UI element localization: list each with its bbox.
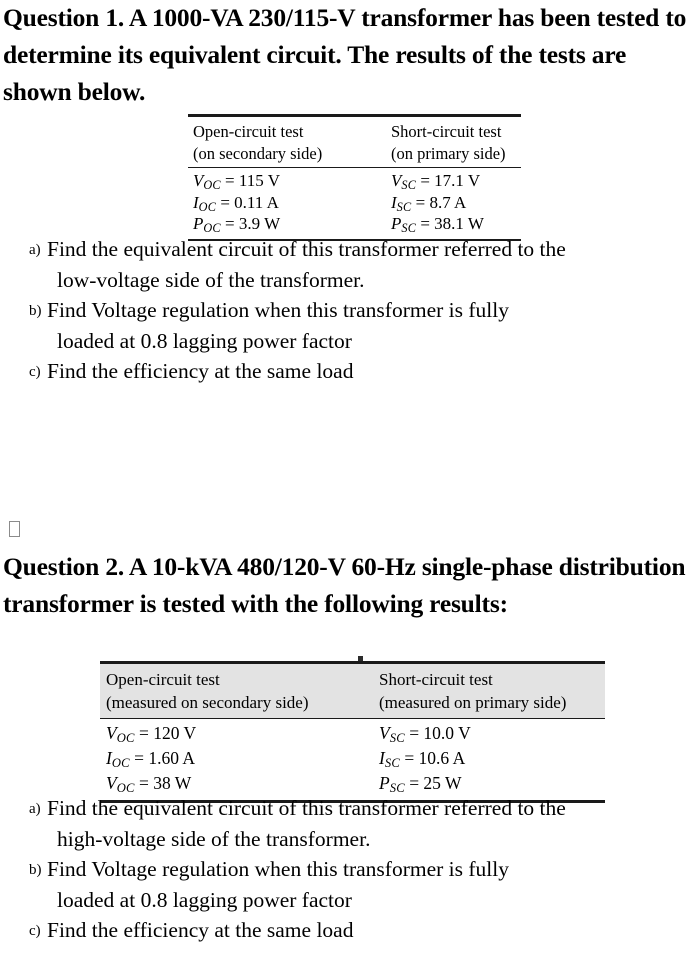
table-cell: [379, 722, 604, 747]
list-item: [0, 295, 699, 356]
table-header-row: [100, 664, 605, 718]
table-cell: [193, 171, 391, 193]
scan-artifact-tick: [358, 656, 363, 661]
cell-subscript: OC: [116, 731, 135, 746]
list-item-line-2: low-voltage side of the transformer.: [57, 267, 365, 292]
list-item-line-1: Find the equivalent circuit of this transformer referred to the: [47, 237, 566, 261]
cell-subscript: SC: [401, 221, 417, 236]
cell-value: = 25 W: [409, 773, 462, 794]
table-column-short-circuit-values: [391, 171, 521, 236]
list-item-line-1: Find Voltage regulation when this transformer is fully: [47, 298, 509, 322]
header-title-line-1: Open-circuit test: [106, 670, 220, 689]
list-item-marker: c): [29, 923, 41, 939]
cell-symbol: I: [391, 192, 397, 212]
cell-subscript: SC: [389, 731, 405, 746]
list-item-line-2: loaded at 0.8 lagging power factor: [57, 887, 352, 912]
cell-symbol: P: [379, 773, 390, 794]
table-cell: [106, 722, 379, 747]
cell-value: = 0.11 A: [220, 192, 279, 212]
list-item-line-1: Find the equivalent circuit of this transformer referred to the: [47, 796, 566, 820]
cell-subscript: OC: [116, 781, 135, 796]
table-header-row: [188, 117, 521, 167]
question-2-heading: Question 2. A 10-kVA 480/120-V 60-Hz single-phase distribution transformer is tested with the following results:: [3, 552, 692, 618]
table-cell: [391, 193, 521, 215]
cell-symbol: V: [106, 723, 117, 744]
list-item-text: [47, 295, 699, 356]
list-item-marker: a): [29, 242, 41, 258]
list-item-marker: b): [29, 303, 42, 319]
cell-value: = 3.9 W: [225, 214, 281, 234]
cell-value: = 17.1 V: [420, 171, 481, 191]
cell-value: = 120 V: [138, 723, 197, 744]
cell-symbol: V: [391, 171, 402, 191]
question-1-subparts-list: [0, 234, 699, 387]
list-item-text: [47, 854, 699, 915]
cell-value: = 10.0 V: [409, 723, 471, 744]
table-header-open-circuit: [193, 121, 391, 164]
list-item-text: [47, 234, 699, 295]
list-item: [0, 234, 699, 295]
header-title-line-2: (measured on secondary side): [106, 693, 309, 712]
header-title-line-1: Open-circuit test: [193, 122, 304, 141]
cell-subscript: OC: [203, 178, 221, 193]
list-item-marker: a): [29, 801, 41, 817]
cell-symbol: P: [193, 214, 204, 234]
cell-value: = 1.60 A: [134, 748, 196, 769]
list-item-line-2: loaded at 0.8 lagging power factor: [57, 328, 352, 353]
list-item-line-2: high-voltage side of the transformer.: [57, 826, 371, 851]
table-header-open-circuit: [106, 668, 379, 714]
table-cell: [193, 193, 391, 215]
table-cell: [193, 214, 391, 236]
empty-box-glyph-icon: [9, 521, 20, 537]
table-column-open-circuit-values: [193, 171, 391, 236]
list-item: [0, 915, 699, 946]
question-2-test-results-table: [100, 661, 605, 803]
cell-symbol: I: [106, 748, 112, 769]
cell-value: = 38 W: [138, 773, 192, 794]
list-item-marker: c): [29, 364, 41, 380]
list-item-text: [47, 793, 699, 854]
table-column-short-circuit-values: [379, 722, 604, 797]
cell-subscript: SC: [396, 199, 412, 214]
cell-subscript: OC: [198, 199, 217, 214]
cell-symbol: V: [106, 773, 117, 794]
header-title-line-1: Short-circuit test: [391, 122, 502, 141]
list-item-text: [47, 356, 699, 387]
cell-subscript: SC: [389, 781, 405, 796]
cell-value: = 10.6 A: [404, 748, 466, 769]
table-header-short-circuit: [391, 121, 521, 164]
question-1-test-results-table: [188, 114, 521, 241]
header-title-line-2: (on primary side): [391, 143, 506, 163]
cell-symbol: V: [379, 723, 390, 744]
cell-value: = 115 V: [225, 171, 280, 191]
cell-value: = 38.1 W: [420, 214, 484, 234]
table-cell: [379, 747, 604, 772]
list-item: [0, 854, 699, 915]
list-item-marker: b): [29, 862, 42, 878]
question-1-heading: Question 1. A 1000-VA 230/115-V transformer has been tested to determine its equivalent circuit. The results of the tests are shown below.: [3, 3, 693, 106]
cell-value: = 8.7 A: [415, 192, 467, 212]
header-title-line-1: Short-circuit test: [379, 670, 493, 689]
table-cell: [391, 171, 521, 193]
cell-subscript: OC: [203, 221, 221, 236]
cell-symbol: P: [391, 214, 402, 234]
cell-symbol: I: [193, 192, 199, 212]
cell-symbol: V: [193, 171, 204, 191]
table-body: [188, 168, 521, 239]
cell-subscript: SC: [401, 178, 417, 193]
list-item-line-1: Find Voltage regulation when this transformer is fully: [47, 857, 509, 881]
list-item: [0, 793, 699, 854]
list-item: [0, 356, 699, 387]
table-column-open-circuit-values: [106, 722, 379, 797]
header-title-line-2: (on secondary side): [193, 143, 323, 163]
question-2-subparts-list: [0, 793, 699, 946]
table-body: [100, 719, 605, 800]
list-item-text: [47, 915, 699, 946]
cell-subscript: SC: [384, 756, 400, 771]
cell-subscript: OC: [111, 756, 130, 771]
table-cell: [391, 214, 521, 236]
table-header-short-circuit: [379, 668, 604, 714]
list-item-line-1: Find the efficiency at the same load: [47, 918, 354, 942]
list-item-line-1: Find the efficiency at the same load: [47, 359, 354, 383]
cell-symbol: I: [379, 748, 385, 769]
header-title-line-2: (measured on primary side): [379, 693, 567, 712]
table-cell: [106, 747, 379, 772]
